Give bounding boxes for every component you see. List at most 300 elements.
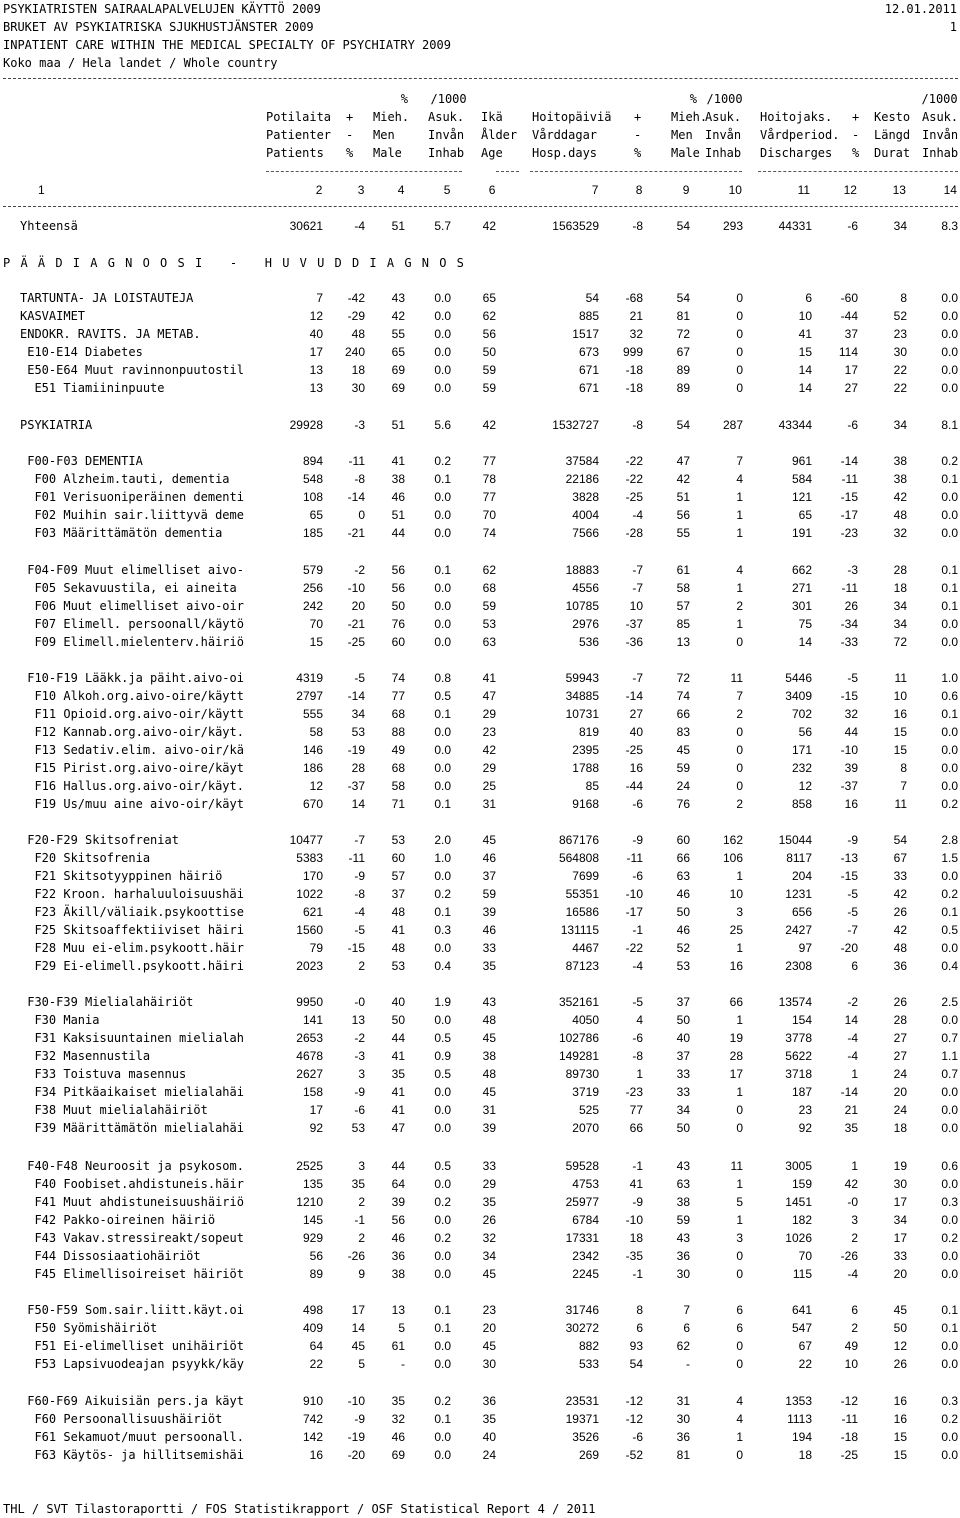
value-cell: 17 [844, 363, 858, 377]
value-cell: 0.1 [941, 599, 958, 613]
value-cell: 45 [482, 1085, 496, 1099]
table-row [0, 1157, 960, 1175]
value-cell: 24 [893, 1067, 907, 1081]
column-header-label: Hoitojaks. [760, 110, 833, 124]
value-cell: 533 [578, 1357, 599, 1371]
value-cell: -14 [840, 1085, 858, 1099]
column-header-label: Asuk. [428, 110, 465, 124]
value-cell: 64 [391, 1177, 405, 1191]
value-cell: -28 [625, 526, 643, 540]
value-cell: 0.8 [434, 671, 451, 685]
column-number: 3 [357, 183, 365, 197]
row-label: F30-F39 Mielialahäiriöt [20, 995, 194, 1009]
value-cell: 60 [676, 833, 690, 847]
value-cell: 2 [736, 707, 743, 721]
value-cell: 1 [736, 490, 743, 504]
table-row [0, 1029, 960, 1047]
value-cell: 14 [844, 1013, 858, 1027]
value-cell: 56 [482, 327, 496, 341]
value-cell: 108 [302, 490, 323, 504]
value-cell: -7 [632, 671, 643, 685]
column-header-label: Ikä [481, 110, 503, 124]
row-label: F61 Sekamuot/muut persoonall. [20, 1430, 244, 1444]
table-row [0, 831, 960, 849]
row-label: F00-F03 DEMENTIA [20, 454, 143, 468]
value-cell: -14 [625, 689, 643, 703]
value-cell: 0.6 [941, 689, 958, 703]
value-cell: 63 [676, 869, 690, 883]
value-cell: 2 [736, 797, 743, 811]
column-header-label: + [346, 110, 354, 124]
row-label: F43 Vakav.stressireakt/sopeut [20, 1231, 244, 1245]
value-cell: -0 [847, 1195, 858, 1209]
row-label: F50 Syömishäiriöt [20, 1321, 158, 1335]
table-row [0, 867, 960, 885]
column-header-label: Men [373, 128, 395, 142]
row-label: F29 Ei-elimell.psykoott.häiri [20, 959, 244, 973]
value-cell: 0.0 [941, 1357, 958, 1371]
table-row [0, 289, 960, 307]
value-cell: 89730 [565, 1067, 599, 1081]
value-cell: 58 [676, 581, 690, 595]
value-cell: 0.2 [941, 1231, 958, 1245]
column-header-label: Durat [874, 146, 911, 160]
value-cell: 17 [893, 1231, 907, 1245]
value-cell: 170 [302, 869, 323, 883]
value-cell: -6 [632, 1031, 643, 1045]
value-cell: 53 [351, 725, 365, 739]
table-row [0, 921, 960, 939]
value-cell: 204 [791, 869, 812, 883]
value-cell: -4 [847, 1031, 858, 1045]
value-cell: 185 [302, 526, 323, 540]
row-label: F32 Masennustila [20, 1049, 151, 1063]
value-cell: 17 [309, 1103, 323, 1117]
table-row [0, 1083, 960, 1101]
value-cell: 19 [893, 1159, 907, 1173]
value-cell: 0.0 [941, 635, 958, 649]
value-cell: -4 [632, 959, 643, 973]
value-cell: 19371 [565, 1412, 599, 1426]
value-cell: 20 [482, 1321, 496, 1335]
value-cell: 21 [629, 309, 643, 323]
value-cell: 0.0 [941, 1430, 958, 1444]
value-cell: 92 [309, 1121, 323, 1135]
value-cell: 18 [351, 363, 365, 377]
value-cell: 59 [676, 1213, 690, 1227]
value-cell: 38 [893, 472, 907, 486]
value-cell: 182 [791, 1213, 812, 1227]
value-cell: 564808 [558, 851, 599, 865]
value-cell: 0.0 [434, 1249, 451, 1263]
value-cell: 34 [351, 707, 365, 721]
table-row [0, 325, 960, 343]
value-cell: 301 [791, 599, 812, 613]
row-label: E50-E64 Muut ravinnonpuutostil [20, 363, 244, 377]
value-cell: 26 [844, 599, 858, 613]
value-cell: 39 [482, 905, 496, 919]
value-cell: 0.0 [941, 743, 958, 757]
value-cell: 56 [309, 1249, 323, 1263]
value-cell: 0.0 [434, 1357, 451, 1371]
section-title: P Ä Ä D I A G N O O S I - H U V U D D I A G N O S [3, 256, 466, 270]
row-label: F02 Muihin sair.liittyvä deme [20, 508, 244, 522]
value-cell: -23 [625, 1085, 643, 1099]
value-cell: 51 [391, 508, 405, 522]
value-cell: 77 [482, 454, 496, 468]
value-cell: 56 [798, 725, 812, 739]
value-cell: 35 [391, 1394, 405, 1408]
report-date: 12.01.2011 [884, 2, 957, 16]
value-cell: 0.0 [941, 869, 958, 883]
value-cell: 27 [893, 1031, 907, 1045]
value-cell: 50 [676, 1013, 690, 1027]
value-cell: -18 [625, 381, 643, 395]
value-cell: 17 [893, 1195, 907, 1209]
value-cell: 8 [900, 761, 907, 775]
value-cell: -15 [840, 869, 858, 883]
value-cell: 12 [309, 309, 323, 323]
value-cell: 641 [791, 1303, 812, 1317]
value-cell: 13 [309, 363, 323, 377]
value-cell: 0.0 [434, 743, 451, 757]
value-cell: 4 [736, 472, 743, 486]
value-cell: 0.0 [434, 725, 451, 739]
table-row [0, 885, 960, 903]
value-cell: 79 [309, 941, 323, 955]
value-cell: 34 [893, 219, 907, 233]
header-underline [530, 171, 742, 172]
value-cell: 0.3 [941, 1394, 958, 1408]
row-label: TARTUNTA- JA LOISTAUTEJA [20, 291, 194, 305]
region-label: Koko maa / Hela landet / Whole country [3, 56, 278, 70]
value-cell: 59 [676, 761, 690, 775]
value-cell: 15 [309, 635, 323, 649]
value-cell: 0.0 [434, 291, 451, 305]
value-cell: 20 [351, 599, 365, 613]
value-cell: 0 [736, 1121, 743, 1135]
value-cell: 55 [676, 526, 690, 540]
value-cell: 102786 [558, 1031, 599, 1045]
value-cell: 22 [798, 1357, 812, 1371]
value-cell: 910 [302, 1394, 323, 1408]
value-cell: 35 [844, 1121, 858, 1135]
row-label: F07 Elimell. persoonall/käytö [20, 617, 244, 631]
value-cell: 59943 [565, 671, 599, 685]
value-cell: 1 [736, 1213, 743, 1227]
value-cell: 5.7 [434, 219, 451, 233]
value-cell: 0 [736, 761, 743, 775]
value-cell: 9168 [572, 797, 599, 811]
value-cell: 68 [482, 581, 496, 595]
value-cell: 23 [893, 327, 907, 341]
row-label: F10-F19 Lääkk.ja päiht.aivo-oi [20, 671, 244, 685]
value-cell: 33 [893, 1249, 907, 1263]
value-cell: 2427 [785, 923, 812, 937]
value-cell: -60 [840, 291, 858, 305]
value-cell: -4 [354, 905, 365, 919]
value-cell: 23 [482, 1303, 496, 1317]
value-cell: 54 [893, 833, 907, 847]
value-cell: -11 [841, 581, 858, 595]
value-cell: 58 [391, 779, 405, 793]
value-cell: 0 [736, 635, 743, 649]
value-cell: 584 [791, 472, 812, 486]
value-cell: 14 [351, 1321, 365, 1335]
value-cell: 45 [351, 1339, 365, 1353]
value-cell: 0.0 [941, 1249, 958, 1263]
value-cell: 33 [676, 1067, 690, 1081]
column-header-label: Age [481, 146, 503, 160]
value-cell: 38 [391, 1267, 405, 1281]
value-cell: 38 [676, 1195, 690, 1209]
value-cell: -5 [354, 671, 365, 685]
value-cell: 1 [851, 1159, 858, 1173]
value-cell: 0.3 [941, 1195, 958, 1209]
value-cell: 34 [482, 1249, 496, 1263]
value-cell: 44 [391, 1159, 405, 1173]
value-cell: 4556 [572, 581, 599, 595]
column-unit-label: % [400, 92, 408, 106]
value-cell: 10 [729, 887, 743, 901]
value-cell: 58 [309, 725, 323, 739]
value-cell: 15 [893, 725, 907, 739]
value-cell: 2797 [296, 689, 323, 703]
row-label: KASVAIMET [20, 309, 86, 323]
value-cell: 28 [729, 1049, 743, 1063]
value-cell: 31 [482, 797, 496, 811]
value-cell: 0.2 [941, 1412, 958, 1426]
value-cell: 1 [736, 1085, 743, 1099]
value-cell: 47 [676, 454, 690, 468]
value-cell: 0.0 [941, 1085, 958, 1099]
value-cell: 42 [893, 923, 907, 937]
value-cell: -10 [840, 743, 858, 757]
value-cell: 56 [391, 581, 405, 595]
value-cell: 50 [676, 905, 690, 919]
column-header-label: + [852, 110, 860, 124]
value-cell: 2023 [296, 959, 323, 973]
value-cell: 0.0 [941, 941, 958, 955]
column-header-label: Invån [428, 128, 465, 142]
value-cell: 42 [482, 219, 496, 233]
value-cell: 26 [893, 1357, 907, 1371]
total-row [0, 217, 960, 235]
value-cell: 20 [893, 1267, 907, 1281]
value-cell: 18 [893, 1121, 907, 1135]
value-cell: 42 [482, 743, 496, 757]
value-cell: -14 [840, 454, 858, 468]
column-number: 11 [797, 183, 811, 197]
value-cell: 41 [391, 1103, 405, 1117]
value-cell: -68 [625, 291, 643, 305]
value-cell: 44331 [778, 219, 812, 233]
value-cell: 41 [391, 454, 405, 468]
value-cell: 0.0 [941, 327, 958, 341]
value-cell: -15 [347, 941, 365, 955]
row-label: F15 Pirist.org.aivo-oire/käyt [20, 761, 244, 775]
value-cell: 3778 [785, 1031, 812, 1045]
value-cell: 65 [798, 508, 812, 522]
value-cell: 89 [309, 1267, 323, 1281]
value-cell: 59528 [565, 1159, 599, 1173]
value-cell: 0.0 [434, 1177, 451, 1191]
value-cell: -9 [354, 1085, 365, 1099]
value-cell: 31 [676, 1394, 690, 1408]
value-cell: 293 [722, 219, 743, 233]
value-cell: -22 [625, 454, 643, 468]
value-cell: 17331 [565, 1231, 599, 1245]
value-cell: 8 [900, 291, 907, 305]
value-cell: 68 [391, 761, 405, 775]
value-cell: 59 [482, 363, 496, 377]
value-cell: -9 [354, 1412, 365, 1426]
value-cell: 76 [391, 617, 405, 631]
value-cell: 269 [578, 1448, 599, 1462]
value-cell: 3005 [785, 1159, 812, 1173]
value-cell: 25 [482, 779, 496, 793]
report-title-fi: PSYKIATRISTEN SAIRAALAPALVELUJEN KÄYTTÖ 2009 [3, 2, 321, 16]
value-cell: 3526 [572, 1430, 599, 1444]
value-cell: 0.0 [941, 1339, 958, 1353]
table-row [0, 1211, 960, 1229]
row-label: F05 Sekavuustila, ei aineita [20, 581, 237, 595]
table-row [0, 1047, 960, 1065]
value-cell: 64 [309, 1339, 323, 1353]
value-cell: -12 [840, 1394, 858, 1408]
value-cell: 50 [893, 1321, 907, 1335]
value-cell: 41 [391, 923, 405, 937]
value-cell: 69 [391, 363, 405, 377]
value-cell: 23531 [565, 1394, 599, 1408]
value-cell: 819 [578, 725, 599, 739]
value-cell: 670 [302, 797, 323, 811]
value-cell: 0 [736, 1357, 743, 1371]
value-cell: 67 [798, 1339, 812, 1353]
value-cell: 2395 [572, 743, 599, 757]
value-cell: 2245 [572, 1267, 599, 1281]
value-cell: 30 [893, 345, 907, 359]
value-cell: 53 [482, 617, 496, 631]
value-cell: 16 [893, 1394, 907, 1408]
value-cell: 48 [893, 941, 907, 955]
value-cell: 0.1 [434, 707, 451, 721]
value-cell: 121 [791, 490, 812, 504]
value-cell: 162 [722, 833, 743, 847]
value-cell: 33 [482, 941, 496, 955]
value-cell: 36 [391, 1249, 405, 1263]
value-cell: 41 [798, 327, 812, 341]
value-cell: -8 [632, 418, 643, 432]
value-cell: 42 [893, 887, 907, 901]
value-cell: 3 [736, 1231, 743, 1245]
value-cell: 43 [676, 1159, 690, 1173]
value-cell: 26 [893, 905, 907, 919]
column-number: 1 [38, 183, 45, 197]
value-cell: 39 [844, 761, 858, 775]
value-cell: 59 [482, 887, 496, 901]
column-number: 7 [591, 183, 599, 197]
row-label: F63 Käytös- ja hillitsemishäi [20, 1448, 244, 1462]
value-cell: 2627 [296, 1067, 323, 1081]
value-cell: 0.0 [941, 617, 958, 631]
value-cell: 186 [302, 761, 323, 775]
table-row [0, 723, 960, 741]
value-cell: 60 [391, 851, 405, 865]
value-cell: 40 [309, 327, 323, 341]
column-header-label: - [634, 128, 642, 142]
value-cell: 1022 [296, 887, 323, 901]
value-cell: - [686, 1357, 690, 1371]
report-title-sv: BRUKET AV PSYKIATRISKA SJUKHUSTJÄNSTER 2009 [3, 20, 314, 34]
value-cell: 66 [676, 707, 690, 721]
value-cell: 0.1 [941, 563, 958, 577]
value-cell: 1.5 [941, 851, 958, 865]
row-label: F13 Sedativ.elim. aivo-oir/kä [20, 743, 244, 757]
value-cell: 81 [676, 309, 690, 323]
value-cell: -7 [632, 581, 643, 595]
value-cell: 0.0 [941, 291, 958, 305]
value-cell: 10731 [565, 707, 599, 721]
table-row [0, 1193, 960, 1211]
value-cell: 0.0 [434, 617, 451, 631]
value-cell: 33 [482, 1159, 496, 1173]
value-cell: 77 [482, 490, 496, 504]
column-header-label: + [634, 110, 642, 124]
row-label: F42 Pakko-oireinen häiriö [20, 1213, 216, 1227]
value-cell: -18 [840, 1430, 858, 1444]
value-cell: 352161 [558, 995, 599, 1009]
value-cell: 2976 [572, 617, 599, 631]
table-row [0, 1446, 960, 1464]
value-cell: -25 [840, 1448, 858, 1462]
value-cell: 46 [391, 490, 405, 504]
value-cell: -37 [840, 779, 858, 793]
value-cell: 29928 [289, 418, 323, 432]
value-cell: -1 [354, 1213, 365, 1227]
value-cell: 142 [302, 1430, 323, 1444]
value-cell: 0.0 [434, 381, 451, 395]
table-row [0, 1337, 960, 1355]
value-cell: 8117 [786, 851, 812, 865]
table-row [0, 1119, 960, 1137]
value-cell: 12 [309, 779, 323, 793]
value-cell: 5.6 [434, 418, 451, 432]
value-cell: -12 [625, 1412, 643, 1426]
value-cell: 77 [391, 689, 405, 703]
table-row [0, 1392, 960, 1410]
value-cell: -11 [626, 851, 643, 865]
table-row [0, 1428, 960, 1446]
value-cell: 52 [676, 941, 690, 955]
value-cell: 882 [578, 1339, 599, 1353]
column-header-label: Male [671, 146, 700, 160]
value-cell: 34885 [565, 689, 599, 703]
value-cell: 30272 [565, 1321, 599, 1335]
value-cell: 37 [391, 887, 405, 901]
value-cell: 961 [791, 454, 812, 468]
value-cell: 0.2 [434, 1394, 451, 1408]
value-cell: 1 [736, 1177, 743, 1191]
value-cell: 0.1 [434, 1321, 451, 1335]
value-cell: 0.0 [941, 725, 958, 739]
row-label: F30 Mania [20, 1013, 100, 1027]
value-cell: 55351 [565, 887, 599, 901]
value-cell: 0.0 [434, 869, 451, 883]
value-cell: 232 [791, 761, 812, 775]
value-cell: 0.0 [434, 327, 451, 341]
value-cell: 0.2 [434, 454, 451, 468]
